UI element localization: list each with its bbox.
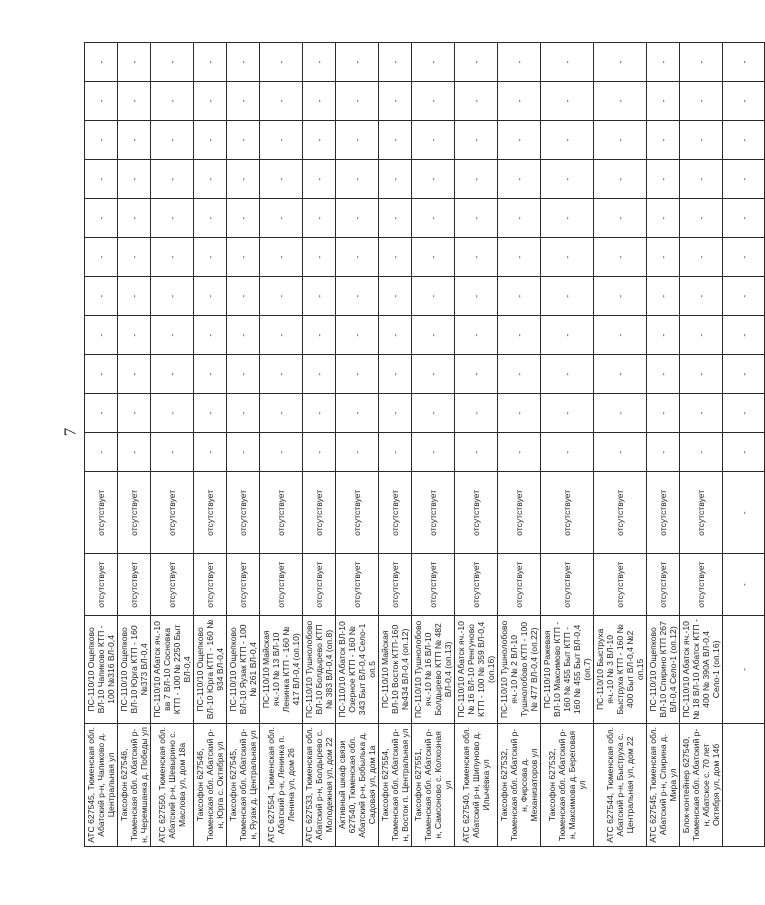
table-row <box>412 43 455 847</box>
dash-cell: - <box>194 121 227 160</box>
dash-cell: - <box>412 238 455 277</box>
location-cell: Таксофон 627551, Тюменская обл. Абатский р-н, Самсоново с. Колхозная ул <box>412 723 455 846</box>
dash-cell: - <box>118 82 151 121</box>
dash-cell: - <box>118 121 151 160</box>
dash-cell: - <box>379 433 412 472</box>
dash-cell: - <box>680 277 723 316</box>
dash-cell: - <box>336 43 379 82</box>
status-cell: отсутствует <box>594 554 647 616</box>
dash-cell: - <box>227 121 260 160</box>
dash-cell: - <box>118 316 151 355</box>
dash-cell: - <box>541 160 594 199</box>
empty-cell <box>723 723 765 846</box>
dash-cell: - <box>260 82 303 121</box>
dash-cell: - <box>594 316 647 355</box>
dash-cell: - <box>647 316 680 355</box>
dash-cell: - <box>498 355 541 394</box>
dash-cell: - <box>412 43 455 82</box>
dash-cell: - <box>412 394 455 433</box>
dash-cell: - <box>85 394 118 433</box>
dash-cell: - <box>151 277 194 316</box>
status-cell-2: отсутствует <box>303 472 336 554</box>
dash-cell: - <box>379 160 412 199</box>
dash-cell: - <box>85 199 118 238</box>
dash-cell: - <box>412 160 455 199</box>
dash-cell: - <box>194 43 227 82</box>
status-cell-2: отсутствует <box>647 472 680 554</box>
dash-cell: - <box>151 199 194 238</box>
dash-cell: - <box>723 355 765 394</box>
location-cell: Таксофон 627546, Тюменская обл. Абатский р-н, Юрга с. Октября ул <box>194 723 227 846</box>
dash-cell: - <box>260 199 303 238</box>
dash-cell: - <box>151 316 194 355</box>
dash-cell: - <box>151 238 194 277</box>
location-cell: АТС 627554, Тюменская обл. Абатский р-н, Ленинка п. Ленина ул, дом 26 <box>260 723 303 846</box>
location-cell: Таксофон 627532, Тюменская обл. Абатский р-н, Максимова д. Береговая ул <box>541 723 594 846</box>
status-cell: отсутствует <box>412 554 455 616</box>
location-cell: АТС 627540, Тюменская обл. Абатский р-н, Шипуново д. Илычёвка ул <box>455 723 498 846</box>
dash-cell: - <box>498 82 541 121</box>
status-cell: отсутствует <box>379 554 412 616</box>
dash-cell: - <box>594 394 647 433</box>
dash-cell: - <box>85 160 118 199</box>
power-supply-table <box>84 42 765 847</box>
dash-cell: - <box>151 82 194 121</box>
dash-cell: - <box>498 121 541 160</box>
dash-cell: - <box>412 277 455 316</box>
dash-cell: - <box>680 394 723 433</box>
dash-cell: - <box>303 394 336 433</box>
dash-cell: - <box>541 199 594 238</box>
dash-cell: - <box>647 355 680 394</box>
dash-cell: - <box>412 316 455 355</box>
dash-cell: - <box>680 160 723 199</box>
location-cell: Таксофон 627545, Тюменская обл. Абатский р-н, Яузак д. Центральная ул <box>227 723 260 846</box>
table-row <box>541 43 594 847</box>
dash-cell: - <box>85 277 118 316</box>
location-cell: АТС 627550, Тюменская обл. Абатский р-н, Шевырино с. Маслова ул, дом 18а <box>151 723 194 846</box>
location-cell: Таксофон 627532, Тюменская обл. Абатский р-н, Фирсова д. Механизаторов ул <box>498 723 541 846</box>
dash-cell: - <box>680 43 723 82</box>
table-row <box>336 43 379 847</box>
dash-cell: - <box>85 238 118 277</box>
location-cell: Таксофон 627554, Тюменская обл. Абатский р-н, Восток п. Центральная ул <box>379 723 412 846</box>
table-row <box>227 43 260 847</box>
dash-cell: - <box>412 121 455 160</box>
dash-cell: - <box>594 238 647 277</box>
dash-cell: - <box>647 121 680 160</box>
dash-cell: - <box>498 433 541 472</box>
dash-cell: - <box>455 43 498 82</box>
location-cell: АТС 627544, Тюменская обл. Абатский р-н, Быструха с. Центральная ул, дом 22 <box>594 723 647 846</box>
line-cell: ПС-110/10 Ощепково ВЛ-10 Яузак КТП - 100 № 261 ВЛ-0,4 <box>227 615 260 723</box>
dash-cell: - <box>85 43 118 82</box>
dash-cell: - <box>647 199 680 238</box>
table-body <box>85 43 765 847</box>
dash-cell: - <box>194 82 227 121</box>
dash-cell: - <box>680 433 723 472</box>
dash-cell: - <box>118 394 151 433</box>
status-cell-2: отсутствует <box>227 472 260 554</box>
dash-cell: - <box>594 121 647 160</box>
dash-cell: - <box>723 554 765 616</box>
dash-cell: - <box>498 277 541 316</box>
dash-cell: - <box>260 238 303 277</box>
status-cell-2: отсутствует <box>541 472 594 554</box>
table-row <box>85 43 118 847</box>
dash-cell: - <box>303 277 336 316</box>
dash-cell: - <box>194 316 227 355</box>
dash-cell: - <box>412 82 455 121</box>
dash-cell: - <box>85 82 118 121</box>
dash-cell: - <box>498 43 541 82</box>
dash-cell: - <box>594 82 647 121</box>
dash-cell: - <box>85 121 118 160</box>
dash-cell: - <box>336 316 379 355</box>
status-cell: отсутствует <box>227 554 260 616</box>
dash-cell: - <box>336 82 379 121</box>
dash-cell: - <box>336 355 379 394</box>
dash-cell: - <box>594 433 647 472</box>
dash-cell: - <box>723 433 765 472</box>
line-cell: ПС-110/10 Абатск яч.-10 № 18 ВЛ-10 Абатск КТП - 400 № 390А ВЛ-0,4 Село-1 (оп.16) <box>680 615 723 723</box>
table-row <box>647 43 680 847</box>
dash-cell: - <box>227 355 260 394</box>
dash-cell: - <box>303 238 336 277</box>
dash-cell: - <box>723 277 765 316</box>
location-cell: Активный шкаф связи 627540, Тюменская обл. Абатский р-н, Бобылька д. Садовая ул, дом 1а <box>336 723 379 846</box>
page-number: 7 <box>60 427 80 437</box>
dash-cell: - <box>723 615 765 723</box>
dash-cell: - <box>336 238 379 277</box>
line-cell: ПС-110/10 Майская ВЛ-10 Восток КТП-160 №434 ВЛ-0,4 (оп.12) <box>379 615 412 723</box>
dash-cell: - <box>260 121 303 160</box>
status-cell-2: отсутствует <box>680 472 723 554</box>
status-cell-2: отсутствует <box>498 472 541 554</box>
dash-cell: - <box>260 433 303 472</box>
rotated-table-wrapper <box>84 42 749 847</box>
dash-cell: - <box>194 238 227 277</box>
line-cell: ПС-110/10 Ощепково ВЛ-10 Юрга КТП - 160 № 934 ВЛ-0,4 <box>194 615 227 723</box>
dash-cell: - <box>227 43 260 82</box>
dash-cell: - <box>118 433 151 472</box>
status-cell: отсутствует <box>260 554 303 616</box>
dash-cell: - <box>723 160 765 199</box>
dash-cell: - <box>227 277 260 316</box>
table-row <box>260 43 303 847</box>
dash-cell: - <box>336 121 379 160</box>
dash-cell: - <box>723 394 765 433</box>
dash-cell: - <box>594 199 647 238</box>
dash-cell: - <box>118 160 151 199</box>
dash-cell: - <box>303 433 336 472</box>
dash-cell: - <box>455 316 498 355</box>
status-cell: отсутствует <box>118 554 151 616</box>
dash-cell: - <box>541 433 594 472</box>
table-row <box>303 43 336 847</box>
dash-cell: - <box>455 121 498 160</box>
dash-cell: - <box>455 160 498 199</box>
status-cell: отсутствует <box>85 554 118 616</box>
line-cell: ПС-110/10 Ощепково ВЛ-10 Чапиково КТП - 100 №316 ВЛ-0,4 <box>85 615 118 723</box>
dash-cell: - <box>723 121 765 160</box>
status-cell: отсутствует <box>541 554 594 616</box>
dash-cell: - <box>412 199 455 238</box>
location-cell: АТС 627545, Тюменская обл. Абатский р-н, Спирина д. Мира ул <box>647 723 680 846</box>
status-cell-2: отсутствует <box>260 472 303 554</box>
line-cell: ПС-110/10 Абатск ВЛ-10 Озерное КТП - 160 № 343 Быт ВЛ-0,4 Село-1 оп.5 <box>336 615 379 723</box>
status-cell-2: отсутствует <box>336 472 379 554</box>
table-row <box>680 43 723 847</box>
dash-cell: - <box>336 394 379 433</box>
dash-cell: - <box>303 160 336 199</box>
dash-cell: - <box>647 43 680 82</box>
table-row <box>594 43 647 847</box>
dash-cell: - <box>680 121 723 160</box>
dash-cell: - <box>227 82 260 121</box>
status-cell-2: отсутствует <box>118 472 151 554</box>
dash-cell: - <box>227 316 260 355</box>
location-cell: Блок-контейнер 627540, Тюменская обл. Абатский р-н, Абатское с. 70 лет Октября ул, дом 14б <box>680 723 723 846</box>
table-row <box>455 43 498 847</box>
dash-cell: - <box>455 199 498 238</box>
dash-cell: - <box>118 355 151 394</box>
dash-cell: - <box>647 394 680 433</box>
dash-cell: - <box>541 394 594 433</box>
dash-cell: - <box>455 277 498 316</box>
dash-cell: - <box>498 394 541 433</box>
dash-cell: - <box>723 43 765 82</box>
dash-cell: - <box>723 316 765 355</box>
dash-cell: - <box>379 316 412 355</box>
dash-cell: - <box>303 82 336 121</box>
line-cell: ПС-110/10 Тушнолобово яч.-10 № 2 ВЛ-10 Тушнолобово КТП - 100 № 477 ВЛ-0,4 (оп.22) <box>498 615 541 723</box>
table-row <box>118 43 151 847</box>
dash-cell: - <box>455 394 498 433</box>
dash-cell: - <box>455 238 498 277</box>
dash-cell: - <box>151 433 194 472</box>
dash-cell: - <box>194 199 227 238</box>
status-cell-2: отсутствует <box>85 472 118 554</box>
dash-cell: - <box>379 199 412 238</box>
dash-cell: - <box>498 316 541 355</box>
dash-cell: - <box>260 355 303 394</box>
dash-cell: - <box>647 82 680 121</box>
dash-cell: - <box>647 238 680 277</box>
dash-cell: - <box>379 355 412 394</box>
dash-cell: - <box>336 160 379 199</box>
dash-cell: - <box>260 394 303 433</box>
dash-cell: - <box>118 43 151 82</box>
dash-cell: - <box>85 316 118 355</box>
dash-cell: - <box>118 277 151 316</box>
status-cell-2: отсутствует <box>379 472 412 554</box>
dash-cell: - <box>498 238 541 277</box>
dash-cell: - <box>151 160 194 199</box>
dash-cell: - <box>680 199 723 238</box>
dash-cell: - <box>723 472 765 554</box>
table-row <box>151 43 194 847</box>
dash-cell: - <box>151 394 194 433</box>
dash-cell: - <box>455 355 498 394</box>
status-cell: отсутствует <box>647 554 680 616</box>
location-cell: АТС 627533, Тюменская обл. Абатский р-н, Болдырево с. Молодежная ул, дом 22 <box>303 723 336 846</box>
dash-cell: - <box>498 160 541 199</box>
status-cell: отсутствует <box>303 554 336 616</box>
line-cell: ПС-110/10 Майская яч.-10 № 13 ВЛ-10 Ленинка КТП - 160 № 417 ВЛ-0,4 (оп.10) <box>260 615 303 723</box>
dash-cell: - <box>647 160 680 199</box>
dash-cell: - <box>541 355 594 394</box>
dash-cell: - <box>412 355 455 394</box>
dash-cell: - <box>227 394 260 433</box>
line-cell: ПС-110/10 Тушнолобово ВЛ-10 Болдырево КТП № 383 ВЛ-0,4 (оп.8) <box>303 615 336 723</box>
dash-cell: - <box>680 82 723 121</box>
dash-cell: - <box>118 199 151 238</box>
dash-cell: - <box>227 199 260 238</box>
line-cell: ПС-110/10 Ощепково ВЛ-10 Спирино КТП 267 ВЛ-0,4 Село-1 (оп.12) <box>647 615 680 723</box>
dash-cell: - <box>85 433 118 472</box>
status-cell-2: отсутствует <box>412 472 455 554</box>
dash-cell: - <box>194 433 227 472</box>
dash-cell: - <box>303 43 336 82</box>
status-cell: отсутствует <box>151 554 194 616</box>
dash-cell: - <box>594 277 647 316</box>
line-cell: ПС-110/10 Быструха яч.-10 № 3 ВЛ-10 Быструха КТП - 160 № 400 Быт ВЛ-0,4 №2 оп.15 <box>594 615 647 723</box>
dash-cell: - <box>260 43 303 82</box>
dash-cell: - <box>194 160 227 199</box>
dash-cell: - <box>260 160 303 199</box>
dash-cell: - <box>260 316 303 355</box>
dash-cell: - <box>260 277 303 316</box>
dash-cell: - <box>498 199 541 238</box>
dash-cell: - <box>723 238 765 277</box>
dash-cell: - <box>194 277 227 316</box>
dash-cell: - <box>151 43 194 82</box>
status-cell-2: отсутствует <box>455 472 498 554</box>
line-cell: ПС-110/10 Абатск яч.-10 вв 7 ВЛ-10 Сосновка КТП - 100 № 2250 Быт ВЛ-0,4 <box>151 615 194 723</box>
table-row <box>723 43 765 847</box>
dash-cell: - <box>227 238 260 277</box>
status-cell: отсутствует <box>194 554 227 616</box>
status-cell-2: отсутствует <box>594 472 647 554</box>
dash-cell: - <box>303 316 336 355</box>
dash-cell: - <box>541 238 594 277</box>
status-cell: отсутствует <box>336 554 379 616</box>
dash-cell: - <box>379 394 412 433</box>
dash-cell: - <box>379 43 412 82</box>
dash-cell: - <box>336 199 379 238</box>
dash-cell: - <box>379 277 412 316</box>
dash-cell: - <box>680 355 723 394</box>
line-cell: ПС-110/10 Тушнолобово яч.-10 № 16 ВЛ-10 Болдырево КТП № 482 ВЛ-0,4 (оп.13) <box>412 615 455 723</box>
dash-cell: - <box>336 277 379 316</box>
status-cell-2: отсутствует <box>194 472 227 554</box>
dash-cell: - <box>541 277 594 316</box>
dash-cell: - <box>227 433 260 472</box>
dash-cell: - <box>194 394 227 433</box>
table-row <box>498 43 541 847</box>
status-cell: отсутствует <box>680 554 723 616</box>
location-cell: Таксофон 627546, Тюменская обл. Абатский р-н, Черемшанка д. Победы ул <box>118 723 151 846</box>
line-cell: ПС-110/10 Абатск яч.-10 № 16 ВЛ-10 Ренгуново КТП - 100 № 359 ВЛ-0,4 (оп.16) <box>455 615 498 723</box>
dash-cell: - <box>680 238 723 277</box>
dash-cell: - <box>541 82 594 121</box>
dash-cell: - <box>541 43 594 82</box>
dash-cell: - <box>336 433 379 472</box>
dash-cell: - <box>85 355 118 394</box>
dash-cell: - <box>227 160 260 199</box>
status-cell: отсутствует <box>455 554 498 616</box>
dash-cell: - <box>379 82 412 121</box>
dash-cell: - <box>194 355 227 394</box>
dash-cell: - <box>303 121 336 160</box>
dash-cell: - <box>594 160 647 199</box>
dash-cell: - <box>723 82 765 121</box>
dash-cell: - <box>379 238 412 277</box>
dash-cell: - <box>455 82 498 121</box>
dash-cell: - <box>594 355 647 394</box>
table-row <box>194 43 227 847</box>
dash-cell: - <box>151 121 194 160</box>
location-cell: АТС 627545, Тюменская обл. Абатский р-н, Чапиково д. Центральная ул <box>85 723 118 846</box>
dash-cell: - <box>303 199 336 238</box>
dash-cell: - <box>647 433 680 472</box>
dash-cell: - <box>379 121 412 160</box>
dash-cell: - <box>412 433 455 472</box>
dash-cell: - <box>303 355 336 394</box>
status-cell-2: отсутствует <box>151 472 194 554</box>
dash-cell: - <box>151 355 194 394</box>
dash-cell: - <box>455 433 498 472</box>
line-cell: ПС-110/10 Ощепково ВЛ-10 Юрга КТП - 160 №373 ВЛ-0,4 <box>118 615 151 723</box>
dash-cell: - <box>723 199 765 238</box>
dash-cell: - <box>680 316 723 355</box>
dash-cell: - <box>541 316 594 355</box>
dash-cell: - <box>647 277 680 316</box>
status-cell: отсутствует <box>498 554 541 616</box>
line-cell: ПС-110/10 Ражевая ВЛ-10 Максимово КТП - 160 № 455 Быт КТП - 160 № 455 Быт ВЛ-0,4 (оп.7) <box>541 615 594 723</box>
dash-cell: - <box>594 43 647 82</box>
dash-cell: - <box>541 121 594 160</box>
dash-cell: - <box>118 238 151 277</box>
table-row <box>379 43 412 847</box>
